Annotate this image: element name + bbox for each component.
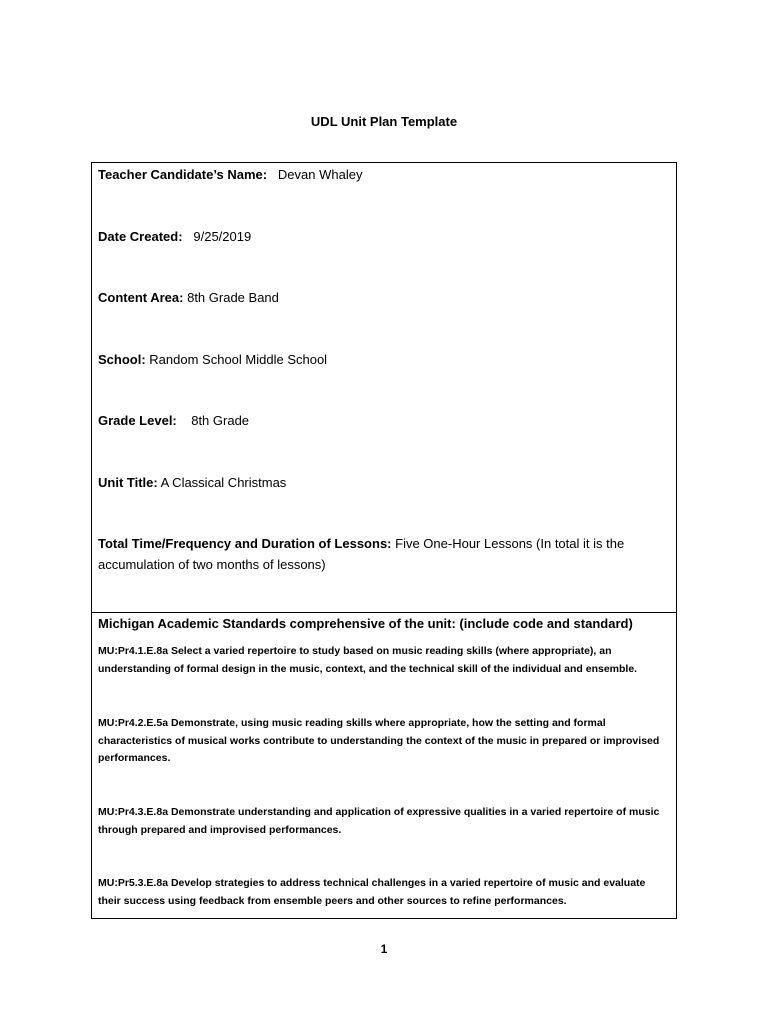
school-label: School: [98,352,146,367]
page-number: 1 [380,942,388,956]
lesson-duration-label: Total Time/Frequency and Duration of Lessons: [98,536,392,551]
date-created-label: Date Created: [98,229,183,244]
school-value: Random School Middle School [149,352,328,367]
unit-title-field [98,472,286,493]
teacher-name-label: Teacher Candidate’s Name: [98,167,268,182]
unit-info-section [92,163,676,613]
content-area-value: 8th Grade Band [187,290,279,305]
unit-title-label: Unit Title: [98,475,158,490]
lesson-duration-value: Five One-Hour Lessons (In total it is the accumulation of two months of lessons) [98,536,625,572]
grade-level-field [98,410,249,431]
unit-plan-table [91,162,677,919]
page-title: UDL Unit Plan Template [310,114,458,129]
date-created-value: 9/25/2019 [193,229,252,244]
content-area-field [98,287,279,308]
grade-level-label: Grade Level: [98,413,177,428]
lesson-duration-field [98,533,658,575]
school-field [98,349,327,370]
content-area-label: Content Area: [98,290,184,305]
teacher-name-value: Devan Whaley [277,167,363,182]
standards-heading: Michigan Academic Standards comprehensive of the unit: (include code and standard) [98,616,633,631]
unit-title-value: A Classical Christmas [160,475,287,490]
standard-item: MU:Pr4.3.E.8a Demonstrate understanding and application of expressive qualities in a varied repertoire of music through prepared and improvised performances. [98,806,660,836]
standard-item: MU:Pr4.1.E.8a Select a varied repertoire to study based on music reading skills (where appropriate), an understanding of formal design in the music, context, and the technical skill of the individual and ensemble. [98,645,638,675]
standard-item: MU:Pr5.3.E.8a Develop strategies to address technical challenges in a varied repertoire of music and evaluate their success using feedback from ensemble peers and other sources to refine performances. [98,877,646,907]
date-created-field [98,226,251,247]
teacher-name-field [98,164,362,185]
grade-level-value: 8th Grade [191,413,250,428]
standard-item: MU:Pr4.2.E.5a Demonstrate, using music reading skills where appropriate, how the setting and formal characteristics of musical works contribute to understanding the context of the music in prepared or improvised performances. [98,717,660,764]
